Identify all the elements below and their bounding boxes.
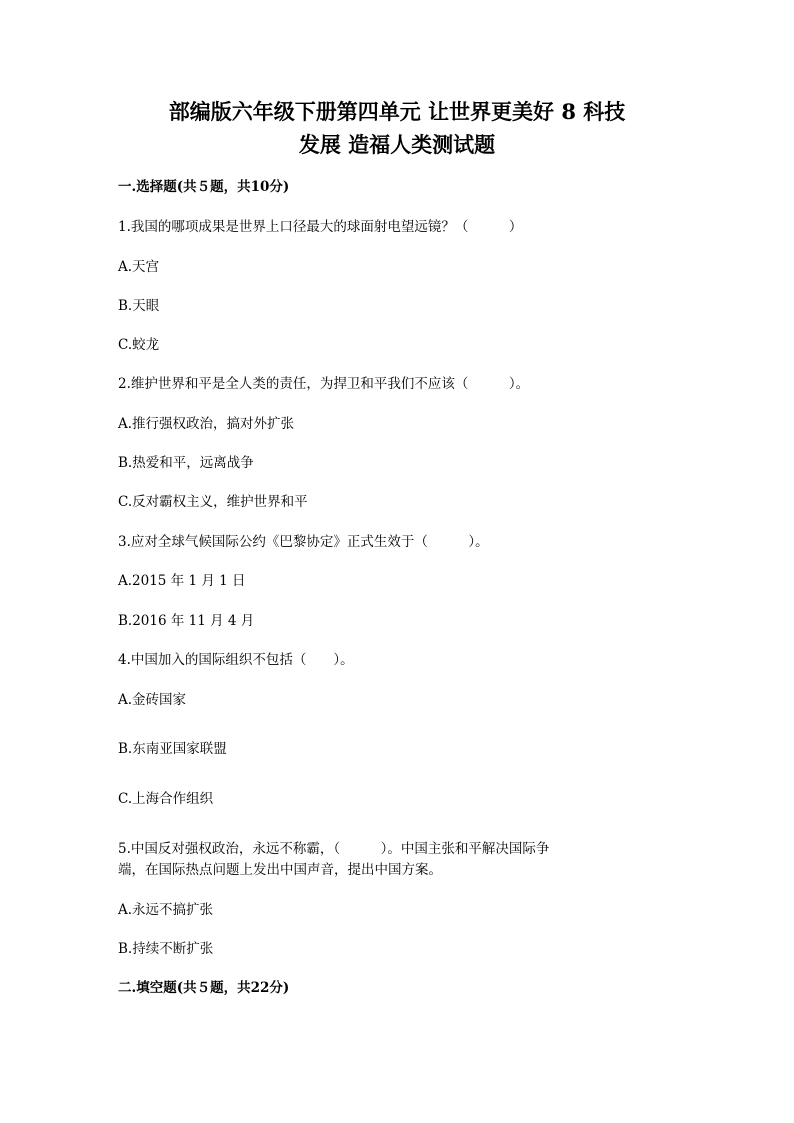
question-5-option-b: B.持续不断扩张 [118, 941, 214, 957]
page-title-line-2: 发展 造福人类测试题 [298, 132, 496, 157]
question-3-stem: 3.应对全球气候国际公约《巴黎协定》正式生效于（ ）。 [118, 534, 489, 550]
section-heading-fill-blank: 二.填空题(共５题，共22分) [118, 980, 290, 996]
question-3-option-b: B.2016 年 11 月 4 月 [118, 613, 255, 629]
question-5-option-a: A.永远不搞扩张 [118, 902, 214, 918]
question-1-stem: 1.我国的哪项成果是世界上口径最大的球面射电望远镜？（ ） [118, 219, 523, 235]
question-5-stem-line-1: 5.中国反对强权政治，永远不称霸，（ ）。中国主张和平解决国际争 [118, 841, 550, 857]
question-2-option-b: B.热爱和平，远离战争 [118, 455, 254, 471]
question-1-option-b: B.天眼 [118, 298, 160, 314]
question-2-option-c: C.反对霸权主义，维护世界和平 [118, 494, 308, 510]
question-5-stem-line-2: 端，在国际热点问题上发出中国声音，提出中国方案。 [118, 862, 442, 878]
section-heading-choice: 一.选择题(共５题，共10分) [118, 179, 290, 195]
question-1-option-a: A.天宫 [118, 259, 160, 275]
question-4-stem: 4.中国加入的国际组织不包括（ ）。 [118, 652, 354, 668]
question-4-option-a: A.金砖国家 [118, 692, 187, 708]
question-4-option-b: B.东南亚国家联盟 [118, 741, 227, 757]
question-1-option-c: C.蛟龙 [118, 337, 160, 353]
question-4-option-c: C.上海合作组织 [118, 791, 214, 807]
page-title-line-1: 部编版六年级下册第四单元 让世界更美好 8 科技 [168, 99, 626, 124]
question-3-option-a: A.2015 年 1 月 1 日 [118, 573, 246, 589]
question-2-option-a: A.推行强权政治，搞对外扩张 [118, 416, 295, 432]
question-2-stem: 2.维护世界和平是全人类的责任，为捍卫和平我们不应该（ ）。 [118, 376, 530, 392]
